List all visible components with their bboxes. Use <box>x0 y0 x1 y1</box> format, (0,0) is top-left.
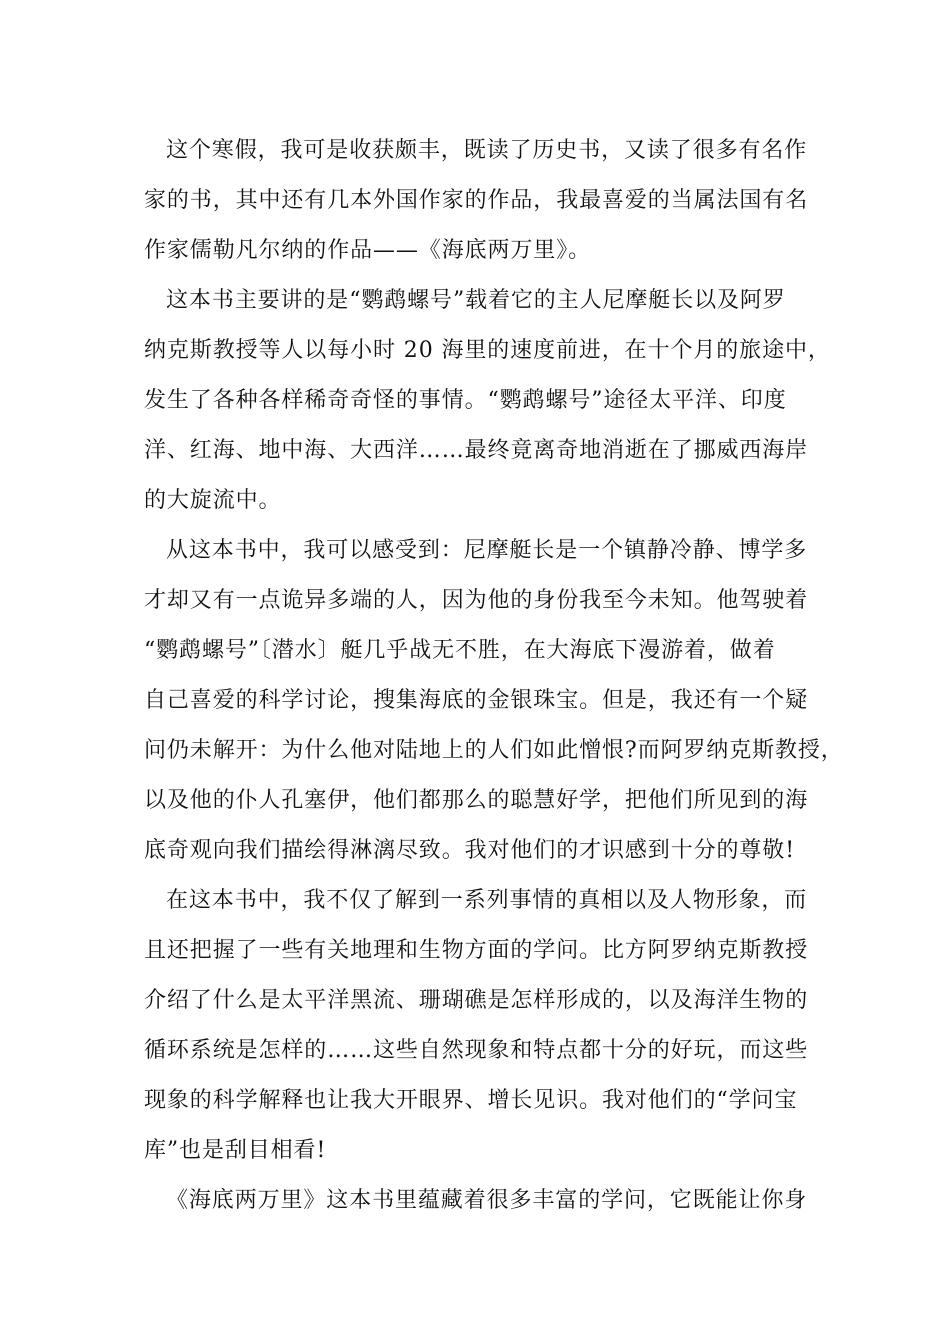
text-line: 的大旋流中。 <box>144 488 282 513</box>
text-line: “鹦鹉螺号”〔潜水〕艇几乎战无不胜，在大海底下漫游着，做着 <box>144 638 776 663</box>
text-line: 底奇观向我们描绘得淋漓尽致。我对他们的才识感到十分的尊敬! <box>144 838 795 863</box>
text-line: 在这本书中，我不仅了解到一系列事情的真相以及人物形象，而 <box>166 888 808 913</box>
text-line: 作家儒勒凡尔纳的作品——《海底两万里》。 <box>144 238 592 263</box>
text-line: 发生了各种各样稀奇奇怪的事情。“鹦鹉螺号”途径太平洋、印度 <box>144 388 787 413</box>
text-line: 以及他的仆人孔塞伊，他们都那么的聪慧好学，把他们所见到的海 <box>144 788 809 813</box>
paragraph-5 <box>144 1176 824 1226</box>
text-line: 自己喜爱的科学讨论，搜集海底的金银珠宝。但是，我还有一个疑 <box>144 688 809 713</box>
text-line: 才却又有一点诡异多端的人，因为他的身份我至今未知。他驾驶着 <box>144 588 809 613</box>
paragraph-1 <box>144 126 824 276</box>
text-line: 库”也是刮目相看! <box>144 1138 327 1163</box>
text-line: 《海底两万里》这本书里蕴藏着很多丰富的学问，它既能让你身 <box>166 1188 808 1213</box>
text-line: 问仍未解开：为什么他对陆地上的人们如此憎恨?而阿罗纳克斯教授， <box>144 738 844 763</box>
paragraph-4 <box>144 876 824 1176</box>
text-line: 纳克斯教授等人以每小时 20 海里的速度前进，在十个月的旅途中， <box>144 338 831 363</box>
text-line: 家的书，其中还有几本外国作家的作品，我最喜爱的当属法国有名 <box>144 188 809 213</box>
text-line: 这本书主要讲的是“鹦鹉螺号”载着它的主人尼摩艇长以及阿罗 <box>166 288 786 313</box>
text-line: 且还把握了一些有关地理和生物方面的学问。比方阿罗纳克斯教授 <box>144 938 809 963</box>
text-line: 从这本书中，我可以感受到：尼摩艇长是一个镇静冷静、博学多 <box>166 538 808 563</box>
paragraph-2 <box>144 276 831 526</box>
paragraph-3 <box>144 526 844 876</box>
text-line: 介绍了什么是太平洋黑流、珊瑚礁是怎样形成的，以及海洋生物的 <box>144 988 809 1013</box>
text-line: 这个寒假，我可是收获颇丰，既读了历史书，又读了很多有名作 <box>166 138 808 163</box>
text-line: 循环系统是怎样的……这些自然现象和特点都十分的好玩，而这些 <box>144 1038 809 1063</box>
text-line: 现象的科学解释也让我大开眼界、增长见识。我对他们的“学问宝 <box>144 1088 798 1113</box>
text-line: 洋、红海、地中海、大西洋……最终竟离奇地消逝在了挪威西海岸 <box>144 438 809 463</box>
document-body <box>144 126 844 1226</box>
